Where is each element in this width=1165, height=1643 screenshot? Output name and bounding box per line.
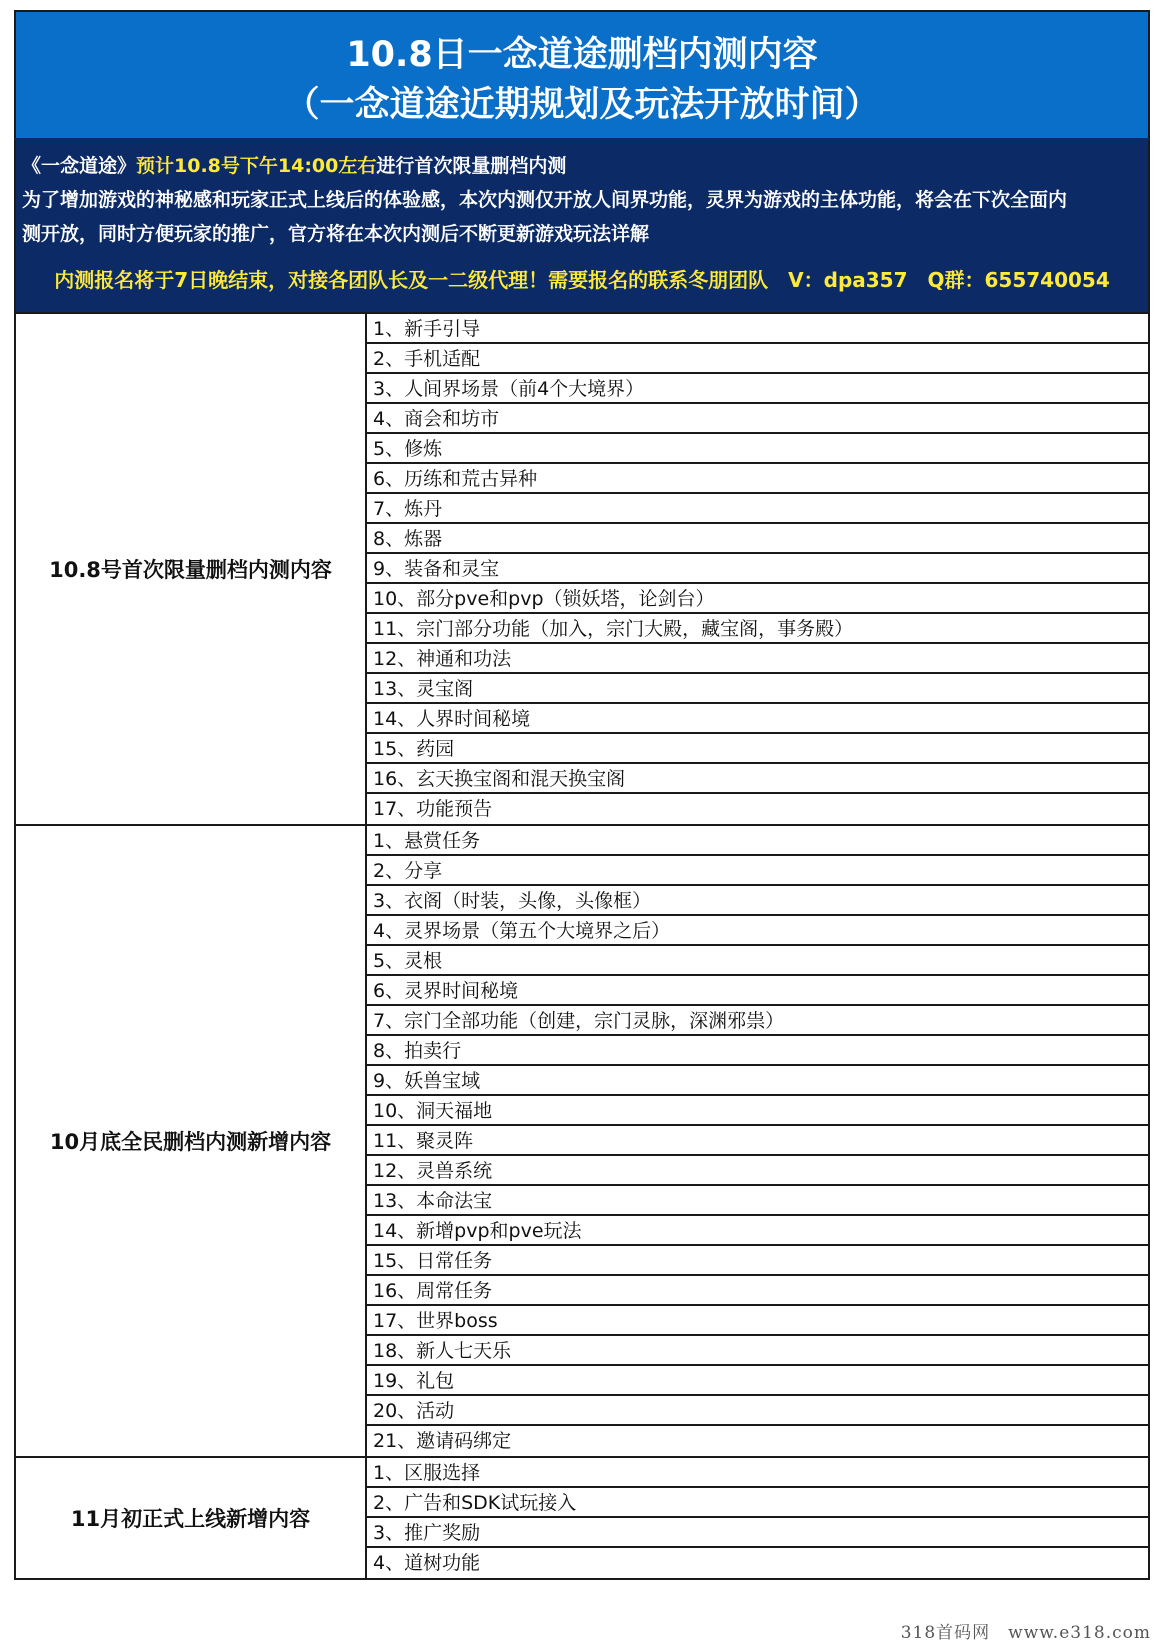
feature-section bbox=[16, 1458, 1148, 1580]
section-items bbox=[367, 314, 1148, 824]
schedule-rest: 进行首次限量删档内测 bbox=[376, 155, 567, 177]
schedule-highlight: 预计10.8号下午14:00左右 bbox=[136, 155, 377, 177]
feature-item: 16、周常任务 bbox=[367, 1276, 1148, 1306]
feature-item: 20、活动 bbox=[367, 1396, 1148, 1426]
feature-item: 4、灵界场景（第五个大境界之后） bbox=[367, 916, 1148, 946]
feature-item: 16、玄天换宝阁和混天换宝阁 bbox=[367, 764, 1148, 794]
feature-item: 9、装备和灵宝 bbox=[367, 554, 1148, 584]
signup-notice: 内测报名将于7日晚结束，对接各团队长及一二级代理！需要报名的联系冬朋团队 V：dpa357 Q群：655740054 bbox=[54, 268, 1110, 292]
feature-item: 2、分享 bbox=[367, 856, 1148, 886]
feature-item: 8、炼器 bbox=[367, 524, 1148, 554]
feature-item: 17、功能预告 bbox=[373, 798, 493, 820]
feature-item: 11、宗门部分功能（加入，宗门大殿，藏宝阁，事务殿） bbox=[367, 614, 1148, 644]
feature-item: 2、广告和SDK试玩接入 bbox=[367, 1488, 1148, 1518]
section-items bbox=[367, 1458, 1148, 1578]
feature-item: 6、灵界时间秘境 bbox=[367, 976, 1148, 1006]
feature-item: 4、商会和坊市 bbox=[367, 404, 1148, 434]
feature-item: 10、洞天福地 bbox=[367, 1096, 1148, 1126]
feature-item: 9、妖兽宝域 bbox=[367, 1066, 1148, 1096]
feature-item: 14、新增pvp和pve玩法 bbox=[367, 1216, 1148, 1246]
intro-paragraph-line-2: 测开放，同时方便玩家的推广，官方将在本次内测后不断更新游戏玩法详解 bbox=[22, 223, 650, 245]
feature-item: 8、拍卖行 bbox=[367, 1036, 1148, 1066]
feature-item: 15、日常任务 bbox=[367, 1246, 1148, 1276]
section-label: 11月初正式上线新增内容 bbox=[16, 1458, 367, 1578]
feature-item: 11、聚灵阵 bbox=[367, 1126, 1148, 1156]
game-name: 《一念道途》 bbox=[22, 155, 137, 177]
feature-item: 17、世界boss bbox=[367, 1306, 1148, 1336]
feature-item: 4、道树功能 bbox=[373, 1552, 481, 1574]
section-label: 10.8号首次限量删档内测内容 bbox=[16, 314, 367, 824]
feature-item: 7、炼丹 bbox=[367, 494, 1148, 524]
feature-item: 1、区服选择 bbox=[367, 1458, 1148, 1488]
feature-section bbox=[16, 826, 1148, 1458]
feature-item: 10、部分pve和pvp（锁妖塔，论剑台） bbox=[367, 584, 1148, 614]
page-title: 10.8日一念道途删档内测内容 bbox=[346, 35, 818, 75]
feature-item: 5、灵根 bbox=[367, 946, 1148, 976]
feature-item: 6、历练和荒古异种 bbox=[367, 464, 1148, 494]
feature-item: 3、衣阁（时装，头像，头像框） bbox=[367, 886, 1148, 916]
feature-item: 1、悬赏任务 bbox=[367, 826, 1148, 856]
schedule-line bbox=[22, 149, 1142, 183]
section-items bbox=[367, 826, 1148, 1456]
feature-item: 2、手机适配 bbox=[367, 344, 1148, 374]
site-watermark: 318首码网 www.e318.com bbox=[900, 1623, 1151, 1643]
feature-item: 19、礼包 bbox=[367, 1366, 1148, 1396]
title-banner bbox=[14, 10, 1150, 138]
feature-section bbox=[16, 314, 1148, 826]
feature-item: 21、邀请码绑定 bbox=[373, 1430, 512, 1452]
feature-item: 12、灵兽系统 bbox=[367, 1156, 1148, 1186]
feature-item: 14、人界时间秘境 bbox=[367, 704, 1148, 734]
feature-item: 7、宗门全部功能（创建，宗门灵脉，深渊邪祟） bbox=[367, 1006, 1148, 1036]
content-sheet bbox=[14, 10, 1150, 1580]
section-label: 10月底全民删档内测新增内容 bbox=[16, 826, 367, 1456]
intro-panel bbox=[14, 138, 1150, 314]
feature-item: 3、推广奖励 bbox=[367, 1518, 1148, 1548]
intro-paragraph-line-1: 为了增加游戏的神秘感和玩家正式上线后的体验感，本次内测仅开放人间界功能，灵界为游戏的主体功能，将会在下次全面内 bbox=[22, 189, 1068, 211]
feature-item: 15、药园 bbox=[367, 734, 1148, 764]
feature-item: 12、神通和功法 bbox=[367, 644, 1148, 674]
feature-item: 13、灵宝阁 bbox=[367, 674, 1148, 704]
feature-item: 1、新手引导 bbox=[367, 314, 1148, 344]
feature-item: 13、本命法宝 bbox=[367, 1186, 1148, 1216]
page-subtitle: （一念道途近期规划及玩法开放时间） bbox=[284, 85, 880, 125]
feature-item: 18、新人七天乐 bbox=[367, 1336, 1148, 1366]
feature-item: 3、人间界场景（前4个大境界） bbox=[367, 374, 1148, 404]
feature-table bbox=[14, 314, 1150, 1580]
feature-item: 5、修炼 bbox=[367, 434, 1148, 464]
